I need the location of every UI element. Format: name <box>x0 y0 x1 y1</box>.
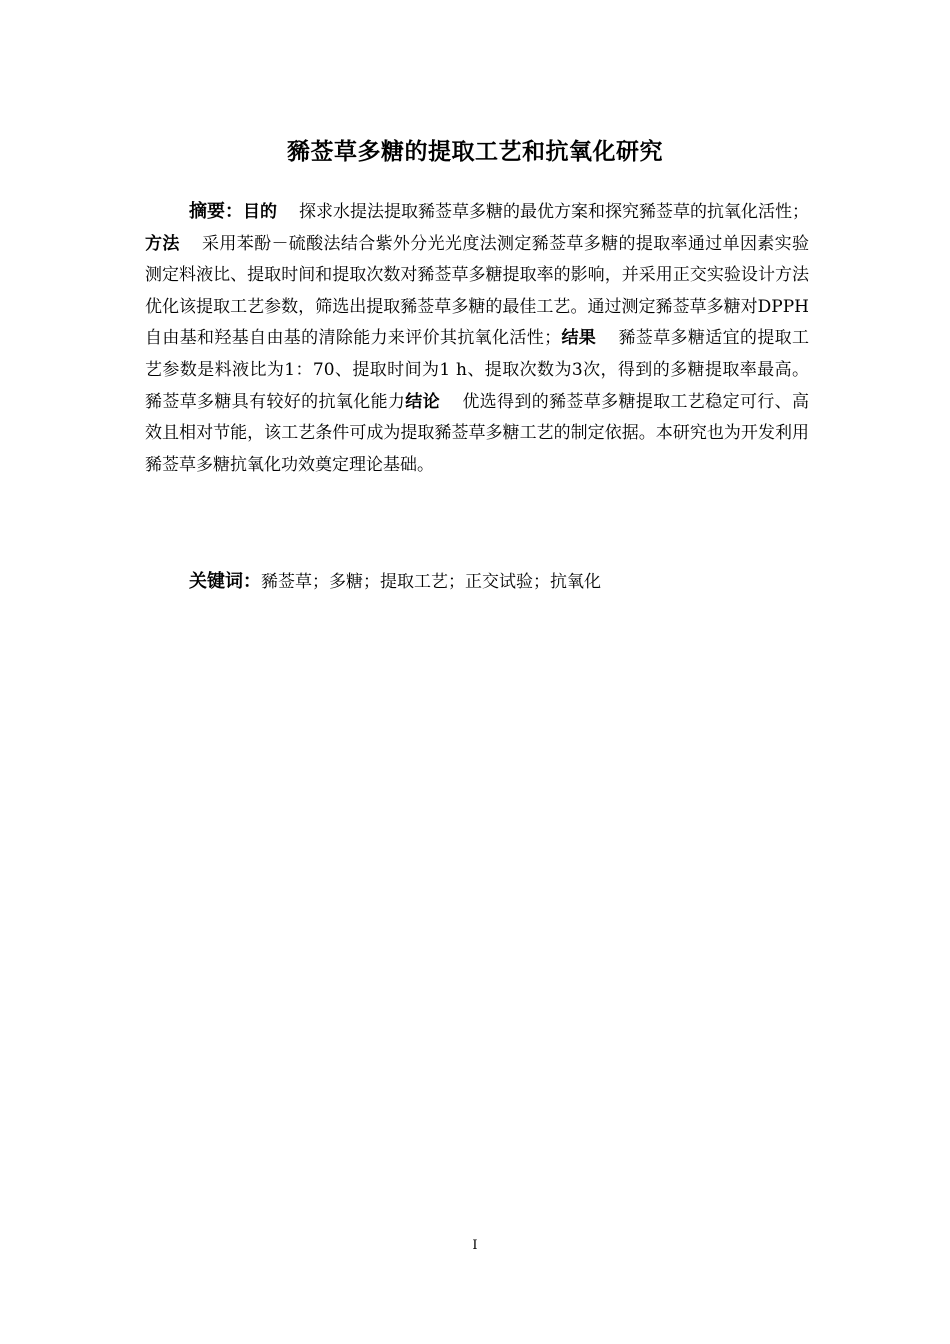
abstract-paragraph <box>145 196 809 481</box>
method-label: 方法 <box>145 233 180 254</box>
keywords-line <box>189 566 601 598</box>
paper-title: 豨莶草多糖的提取工艺和抗氧化研究 <box>287 139 663 165</box>
keywords-label: 关键词： <box>189 571 261 592</box>
result-label: 结果 <box>561 328 597 349</box>
conclusion-label: 结论 <box>405 391 440 412</box>
method-text: 采用苯酚－硫酸法结合紫外分光光度法测定豨莶草多糖的提取率通过单因素实验测定料液比、提取时间和提取次数对豨莶草多糖提取率的影响，并采用正交实验设计方法优化该提取工艺参数，筛选出提取豨莶草多糖的最佳工艺。通过测定豨莶草多糖对DPPH自由基和羟基自由基的清除能力来评价其抗氧化活性； <box>145 233 809 349</box>
purpose-label: 目的 <box>243 202 277 222</box>
keywords-text: 豨莶草；多糖；提取工艺；正交试验；抗氧化 <box>261 572 601 592</box>
abstract-label: 摘要： <box>189 201 243 222</box>
result-text: 豨莶草多糖适宜的提取工艺参数是料液比为1：70、提取时间为1 h、提取次数为3次，得到的多糖提取率最高。豨莶草多糖具有较好的抗氧化能力 <box>145 328 810 412</box>
purpose-text: 探求水提法提取豨莶草多糖的最优方案和探究豨莶草的抗氧化活性； <box>299 202 809 222</box>
conclusion-text: 优选得到的豨莶草多糖提取工艺稳定可行、高效且相对节能，该工艺条件可成为提取豨莶草多糖工艺的制定依据。本研究也为开发利用豨莶草多糖抗氧化功效奠定理论基础。 <box>145 391 810 475</box>
page-number: I <box>472 1238 478 1253</box>
